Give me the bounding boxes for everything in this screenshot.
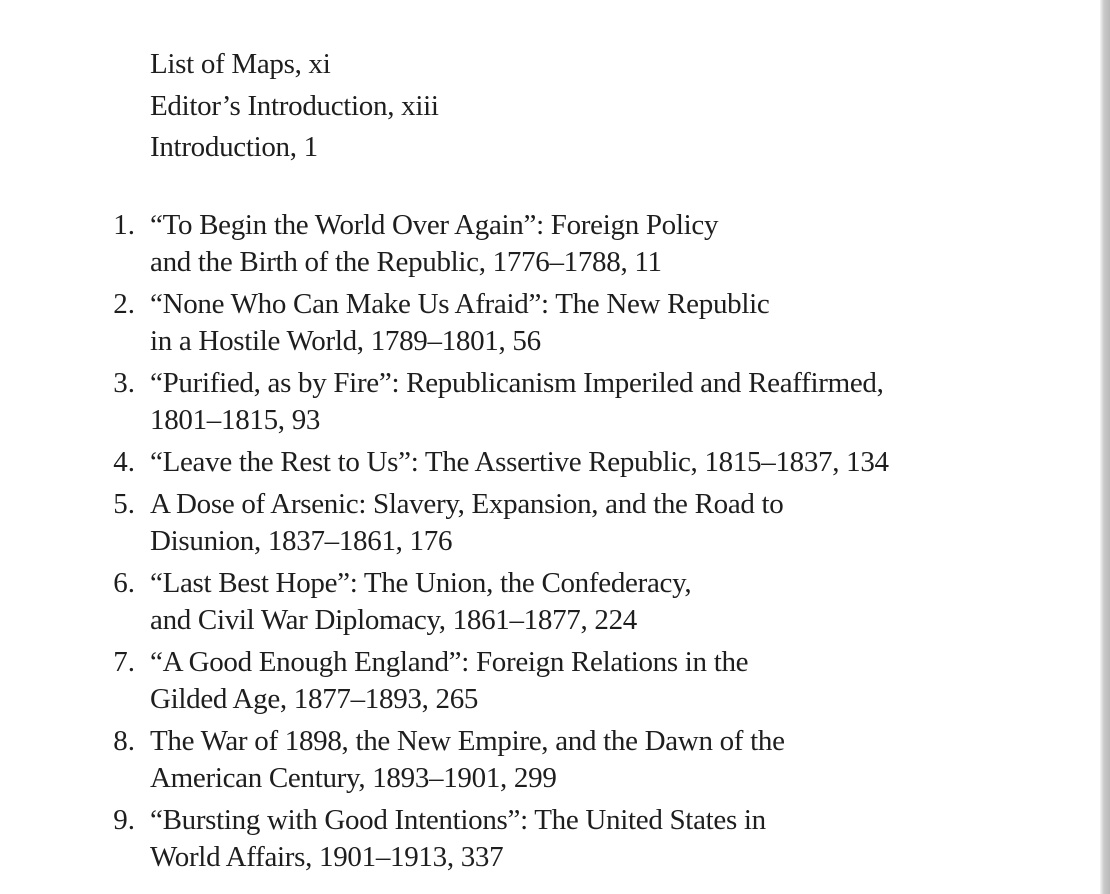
front-matter-entry-introduction: Introduction, 1 — [150, 131, 318, 163]
chapter-entry-4 — [0, 444, 889, 481]
chapter-number: 6. — [113, 567, 135, 599]
chapter-title-line: in a Hostile World, 1789–1801, 56 — [150, 325, 541, 357]
chapter-title-line: Gilded Age, 1877–1893, 265 — [150, 683, 479, 715]
chapter-title-line: “Leave the Rest to Us”: The Assertive Republic, 1815–1837, 134 — [150, 446, 889, 478]
page-edge-divider — [1100, 0, 1110, 894]
front-matter-entry-maps: List of Maps, xi — [150, 48, 331, 80]
chapter-list — [0, 207, 889, 881]
chapter-entry-8 — [0, 723, 889, 797]
chapter-title-line: “To Begin the World Over Again”: Foreign Policy — [150, 209, 719, 241]
chapter-number: 9. — [113, 804, 135, 836]
chapter-entry-2 — [0, 286, 889, 360]
chapter-number: 8. — [113, 725, 135, 757]
chapter-title-line: 1801–1815, 93 — [150, 404, 321, 436]
chapter-number: 3. — [113, 367, 135, 399]
chapter-title-line: “Last Best Hope”: The Union, the Confederacy, — [150, 567, 692, 599]
chapter-entry-1 — [0, 207, 889, 281]
chapter-entry-3 — [0, 365, 889, 439]
chapter-entry-6 — [0, 565, 889, 639]
chapter-number: 5. — [113, 488, 135, 520]
chapter-title-line: “Purified, as by Fire”: Republicanism Imperiled and Reaffirmed, — [150, 367, 884, 399]
chapter-title-line: A Dose of Arsenic: Slavery, Expansion, and the Road to — [150, 488, 784, 520]
chapter-title-line: and the Birth of the Republic, 1776–1788, 11 — [150, 246, 662, 278]
front-matter-list — [150, 44, 439, 169]
chapter-title-line: American Century, 1893–1901, 299 — [150, 762, 557, 794]
front-matter-entry-editors-introduction: Editor’s Introduction, xiii — [150, 89, 439, 122]
chapter-number: 1. — [113, 209, 135, 241]
chapter-number: 2. — [113, 288, 135, 320]
chapter-title-line: and Civil War Diplomacy, 1861–1877, 224 — [150, 604, 637, 636]
chapter-title-line: “None Who Can Make Us Afraid”: The New Republic — [150, 288, 770, 320]
chapter-entry-7 — [0, 644, 889, 718]
chapter-title-line: The War of 1898, the New Empire, and the Dawn of the — [150, 725, 785, 757]
chapter-entry-9 — [0, 802, 889, 876]
chapter-title-line: World Affairs, 1901–1913, 337 — [150, 841, 504, 873]
chapter-number: 7. — [113, 646, 135, 678]
chapter-title-line: Disunion, 1837–1861, 176 — [150, 525, 453, 557]
chapter-number: 4. — [113, 446, 135, 478]
chapter-title-line: “A Good Enough England”: Foreign Relations in the — [150, 646, 749, 678]
chapter-entry-5 — [0, 486, 889, 560]
chapter-title-line: “Bursting with Good Intentions”: The United States in — [150, 804, 766, 836]
